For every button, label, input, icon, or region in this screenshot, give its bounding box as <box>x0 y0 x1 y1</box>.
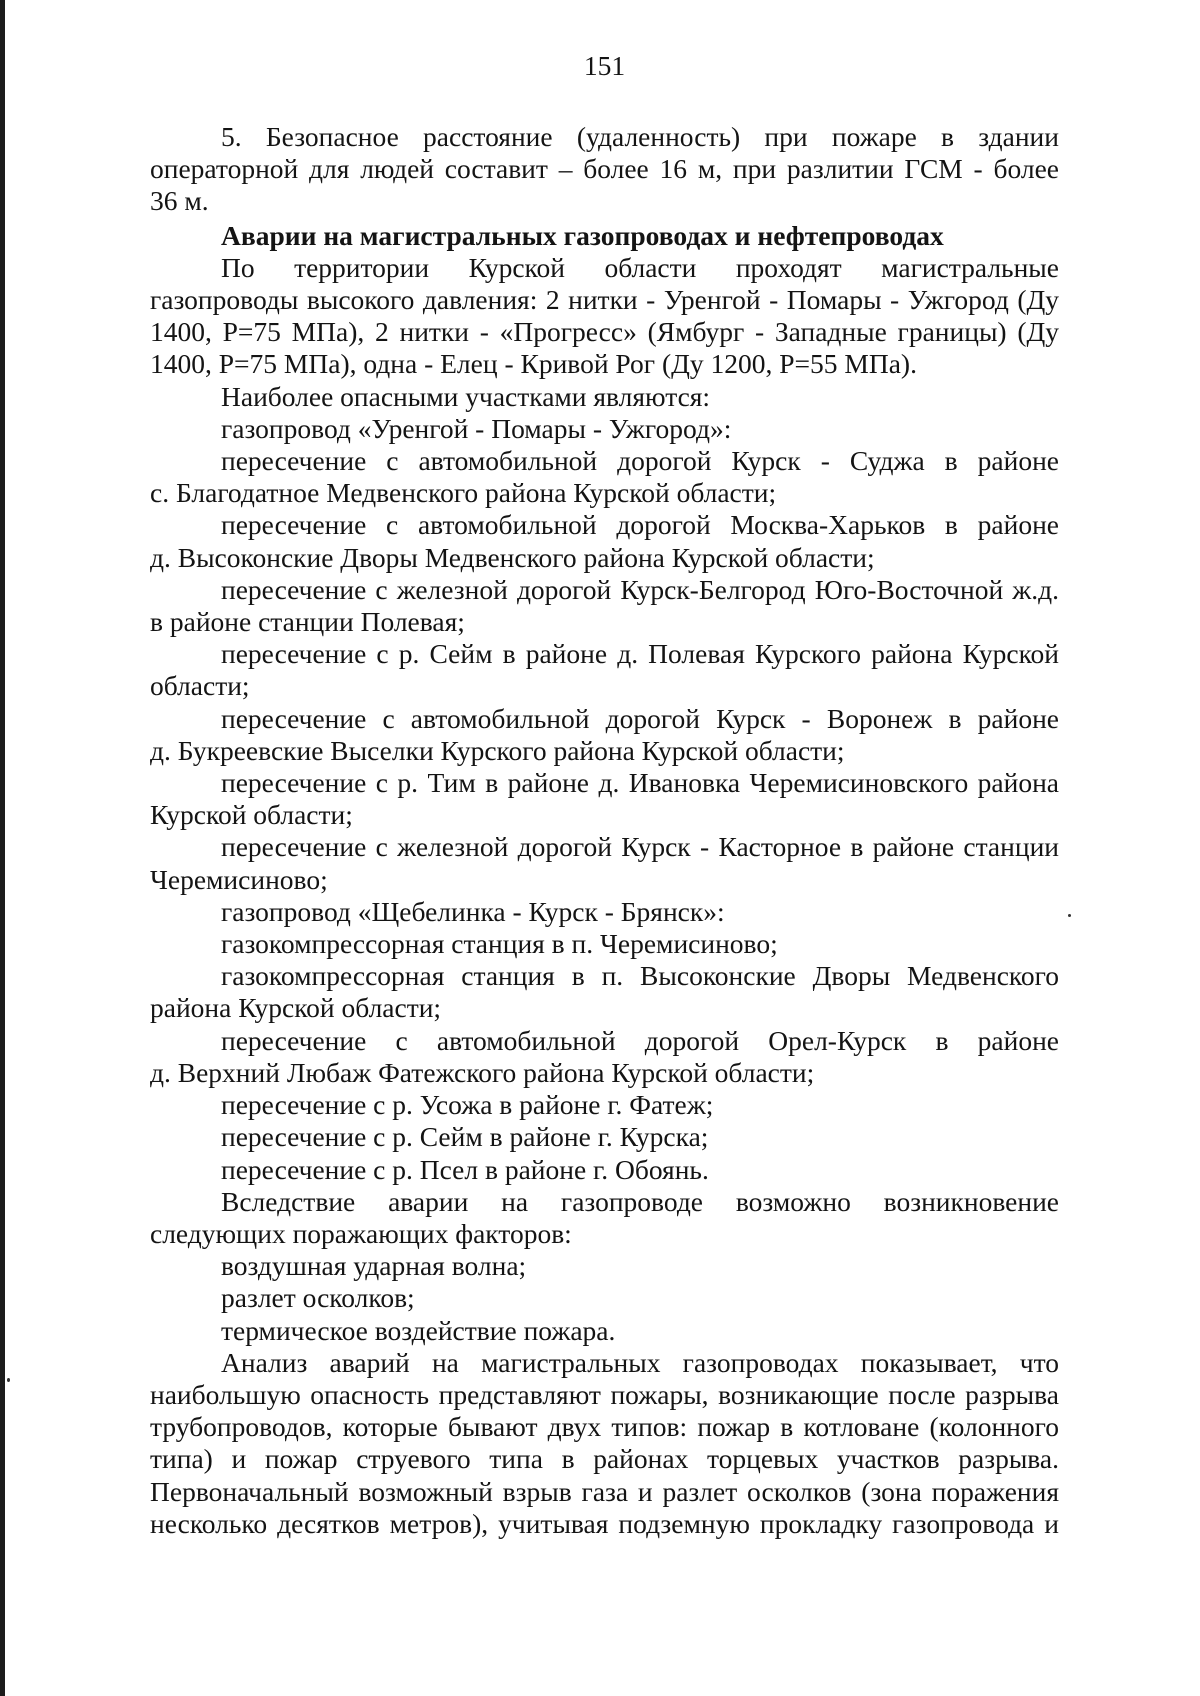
list-item-first-line: пересечение с автомобильной дорогой Курск - Воронеж в районе <box>221 702 1059 734</box>
section-heading: Аварии на магистральных газопроводах и нефтепроводах <box>221 219 944 251</box>
list-item-first-line: пересечение с автомобильной дорогой Орел-Курск в районе <box>221 1024 1059 1056</box>
list-item: пересечение с р. Сейм в районе г. Курска; <box>221 1121 709 1153</box>
scan-speck <box>1068 914 1071 917</box>
list-item <box>150 831 1059 895</box>
list-item: пересечение с р. Усожа в районе г. Фатеж; <box>221 1089 714 1121</box>
paragraph-first-line: Анализ аварий на магистральных газопроводах показывает, что <box>221 1346 1059 1378</box>
list-item-continuation: с. Благодатное Медвенского района Курской области; <box>150 477 777 509</box>
page-number: 151 <box>583 50 626 81</box>
list-intro: Наиболее опасными участками являются: <box>221 380 711 412</box>
intro-line: 36 м. <box>150 185 209 217</box>
list-item: воздушная ударная волна; <box>221 1250 527 1282</box>
list-item <box>150 574 1059 638</box>
intro-paragraph <box>150 121 1059 218</box>
list-item-first-line: пересечение с автомобильной дорогой Москва-Харьков в районе <box>221 509 1059 541</box>
list-item <box>150 703 1059 767</box>
list-item-first-line: пересечение с р. Сейм в районе д. Полевая Курского района Курской <box>221 638 1059 670</box>
scan-left-edge <box>0 0 5 1696</box>
paragraph-continuation: наибольшую опасность представляют пожары, возникающие после разрыва трубопроводов, которые бывают двух типов: пожар в котловане (колонного типа) и пожар струевого типа в районах торцевых участков разрыва. Первоначальный возможный взрыв газа и разлет осколков (зона поражения несколько десятков метров), учитывая подземную прокладку газопровода и <box>150 1378 1059 1539</box>
paragraph-pipeline-routes <box>150 252 1059 381</box>
pipeline-label: газопровод «Щебелинка - Курск - Брянск»: <box>221 895 725 927</box>
scan-speck <box>7 1378 10 1382</box>
paragraph-first-line: По территории Курской области проходят магистральные <box>221 251 1059 283</box>
list-item-continuation: д. Букреевские Выселки Курского района Курской области; <box>150 734 845 766</box>
paragraph-first-line: Вследствие аварии на газопроводе возможно возникновение <box>221 1185 1059 1217</box>
intro-line: 5. Безопасное расстояние (удаленность) при пожаре в здании <box>221 121 1059 152</box>
pipeline-label: газопровод «Уренгой - Помары - Ужгород»: <box>221 412 732 444</box>
list-item-continuation: района Курской области; <box>150 992 442 1024</box>
list-item-continuation: области; <box>150 670 250 702</box>
list-item <box>150 960 1059 1024</box>
list-item <box>150 638 1059 702</box>
list-item-first-line: пересечение с железной дорогой Курск - Касторное в районе станции <box>221 831 1059 863</box>
list-item-continuation: Черемисиново; <box>150 863 328 895</box>
list-item-continuation: Курской области; <box>150 799 353 831</box>
list-item: термическое воздействие пожара. <box>221 1314 616 1346</box>
list-item-first-line: пересечение с автомобильной дорогой Курск - Суджа в районе <box>221 445 1059 477</box>
list-item-first-line: пересечение с железной дорогой Курск-Белгород Юго-Восточной ж.д. <box>221 573 1059 605</box>
list-item: пересечение с р. Псел в районе г. Обоянь. <box>221 1153 709 1185</box>
list-item-continuation: в районе станции Полевая; <box>150 606 465 638</box>
list-item-first-line: пересечение с р. Тим в районе д. Ивановка Черемисиновского района <box>221 767 1059 799</box>
list-item <box>150 445 1059 509</box>
list-item <box>150 509 1059 573</box>
list-item-continuation: д. Верхний Любаж Фатежского района Курской области; <box>150 1056 815 1088</box>
list-item-first-line: газокомпрессорная станция в п. Высоконские Дворы Медвенского <box>221 960 1059 992</box>
paragraph-continuation: газопроводы высокого давления: 2 нитки - Уренгой - Помары - Ужгород (Ду 1400, Р=75 МПа), 2 нитки - «Прогресс» (Ямбург - Западные границы) (Ду 1400, Р=75 МПа), одна - Елец - Кривой Рог (Ду 1200, Р=55 МПа). <box>150 284 1059 380</box>
list-item <box>150 767 1059 831</box>
intro-line: операторной для людей составит – более 16 м, при разлитии ГСМ - более <box>150 153 1059 185</box>
list-item <box>150 1025 1059 1089</box>
paragraph-damage-factors <box>150 1186 1059 1250</box>
list-item: разлет осколков; <box>221 1282 415 1314</box>
document-page <box>150 50 1059 1540</box>
paragraph-continuation: следующих поражающих факторов: <box>150 1217 572 1249</box>
list-item-continuation: д. Высоконские Дворы Медвенского района Курской области; <box>150 541 875 573</box>
list-item: газокомпрессорная станция в п. Черемисиново; <box>221 928 778 960</box>
paragraph-accident-analysis <box>150 1347 1059 1540</box>
